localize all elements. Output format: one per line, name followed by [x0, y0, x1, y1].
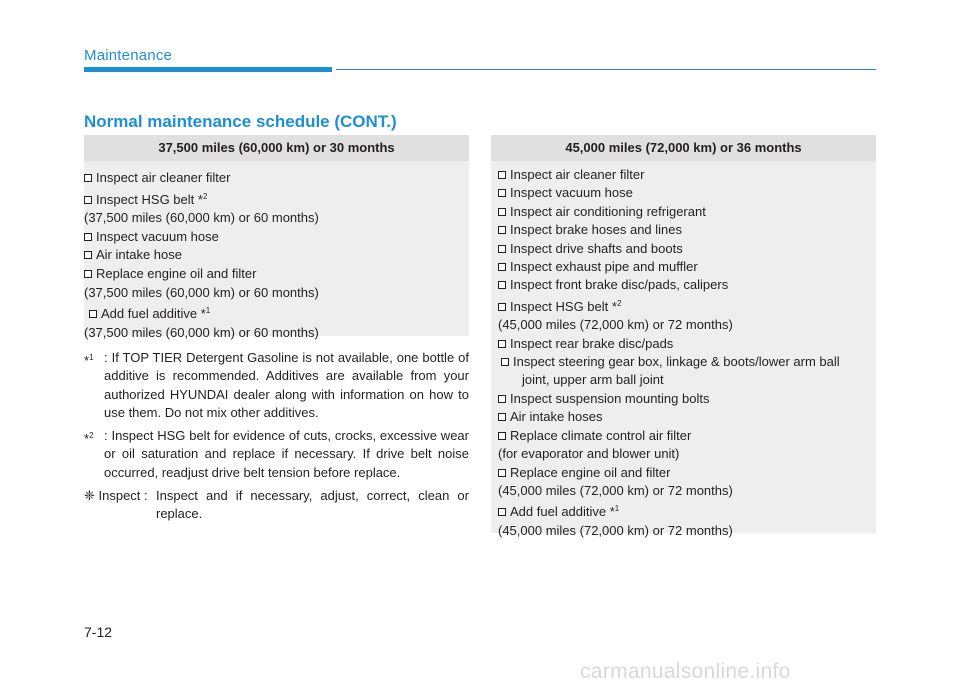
schedule-item [491, 464, 876, 482]
footnote-text: : If TOP TIER Detergent Gasoline is not available, one bottle of additive is recommended. Additives are available from your authorized HYUNDAI dealer along with information on how to use them. Do not mix other additives. [104, 350, 469, 420]
schedule-item-label: Add fuel additive * [101, 306, 206, 322]
checkbox-icon [498, 245, 506, 253]
checkbox-icon [498, 432, 506, 440]
section-label: Maintenance [84, 47, 173, 64]
schedule-item-label: Add fuel additive * [510, 504, 615, 520]
footnote-1 [84, 349, 469, 422]
footnote-ref: 2 [616, 298, 622, 308]
schedule-item [491, 427, 876, 445]
schedule-item [491, 353, 876, 371]
inspect-note [84, 487, 469, 524]
schedule-item-label: Inspect front brake disc/pads, calipers [510, 277, 729, 293]
schedule-item [84, 302, 469, 324]
schedule-item [84, 228, 469, 247]
schedule-item [491, 500, 876, 521]
schedule-item-label: Inspect HSG belt * [96, 191, 203, 207]
schedule-item-label: Inspect steering gear box, linkage & boots/lower arm ball [513, 354, 840, 370]
checkbox-icon [498, 395, 506, 403]
schedule-item-detail: (45,000 miles (72,000 km) or 72 months) [498, 522, 733, 538]
schedule-item [491, 258, 876, 276]
schedule-item-detail: (37,500 miles (60,000 km) or 60 months) [84, 284, 319, 300]
schedule-item-label: Air intake hoses [510, 409, 603, 425]
schedule-item-label: Inspect rear brake disc/pads [510, 335, 674, 351]
footnote-mark: *$^2$ [84, 431, 94, 447]
footnote-text: : Inspect HSG belt for evidence of cuts, crocks, excessive wear or oil saturation and replace if necessary. If drive belt noise occurred, readjust drive belt tension before replace. [104, 428, 469, 480]
checkbox-icon [498, 340, 506, 348]
schedule-item [491, 166, 876, 184]
schedule-item-label: Inspect drive shafts and boots [510, 240, 683, 256]
checkbox-icon [498, 469, 506, 477]
checkbox-icon [84, 196, 92, 204]
schedule-box-45000 [491, 135, 876, 538]
checkbox-icon [498, 303, 506, 311]
inspect-note-label: ❈ Inspect : [84, 488, 148, 504]
footnote-mark: *$^1$ [84, 353, 94, 368]
checkbox-icon [84, 174, 92, 182]
schedule-item-detail: (for evaporator and blower unit) [498, 446, 680, 462]
schedule-item-label: Inspect vacuum hose [510, 185, 633, 201]
footnote-ref: 1 [614, 504, 620, 514]
footnote-ref: 1 [205, 306, 211, 316]
schedule-heading: 37,500 miles (60,000 km) or 30 months [84, 135, 469, 161]
header-rule-thick [84, 67, 332, 72]
checkbox-icon [89, 310, 97, 318]
checkbox-icon [498, 413, 506, 421]
checkbox-icon [84, 251, 92, 259]
schedule-heading: 45,000 miles (72,000 km) or 36 months [491, 135, 876, 161]
checkbox-icon [84, 270, 92, 278]
checkbox-icon [498, 281, 506, 289]
header-rule-thin [336, 69, 876, 70]
page-number: 7-12 [84, 624, 113, 640]
schedule-item [84, 188, 469, 210]
schedule-item-detail: (37,500 miles (60,000 km) or 60 months) [84, 210, 319, 226]
checkbox-icon [498, 508, 506, 516]
schedule-list [84, 161, 469, 342]
schedule-item [84, 169, 469, 188]
schedule-item-label: Inspect air cleaner filter [510, 167, 645, 182]
schedule-item [491, 276, 876, 294]
schedule-item-label: Inspect suspension mounting bolts [510, 390, 710, 406]
schedule-item-label: Air intake hose [96, 247, 182, 263]
schedule-item-label: Replace climate control air filter [510, 427, 692, 443]
schedule-item-label: Replace engine oil and filter [510, 464, 671, 480]
schedule-item-label: Replace engine oil and filter [96, 265, 257, 281]
schedule-item-detail: (37,500 miles (60,000 km) or 60 months) [84, 324, 319, 340]
schedule-item [84, 246, 469, 265]
footnote-ref: 2 [202, 191, 208, 201]
checkbox-icon [84, 233, 92, 241]
schedule-item-label: Inspect vacuum hose [96, 228, 219, 244]
schedule-item [491, 184, 876, 202]
schedule-item-label: Inspect exhaust pipe and muffler [510, 259, 698, 275]
page-title: Normal maintenance schedule (CONT.) [84, 112, 397, 131]
schedule-item [491, 203, 876, 221]
footnote-2 [84, 427, 469, 482]
schedule-box-37500 [84, 135, 469, 340]
schedule-list [491, 161, 876, 540]
schedule-item [491, 240, 876, 258]
schedule-item [491, 221, 876, 239]
checkbox-icon [498, 171, 506, 179]
checkbox-icon [501, 358, 509, 366]
schedule-item [491, 408, 876, 426]
inspect-note-text: Inspect and if necessary, adjust, correct, clean or replace. [156, 488, 469, 522]
schedule-item-detail: joint, upper arm ball joint [522, 372, 664, 388]
schedule-item [491, 390, 876, 408]
schedule-item-label: Inspect air cleaner filter [96, 170, 231, 185]
schedule-item-detail: (45,000 miles (72,000 km) or 72 months) [498, 317, 733, 333]
schedule-item-label: Inspect brake hoses and lines [510, 222, 682, 238]
schedule-item-label: Inspect HSG belt * [510, 298, 617, 314]
schedule-item [491, 295, 876, 316]
footnotes [84, 349, 469, 524]
schedule-item [491, 335, 876, 353]
schedule-item [84, 265, 469, 284]
checkbox-icon [498, 189, 506, 197]
schedule-item-detail: (45,000 miles (72,000 km) or 72 months) [498, 482, 733, 498]
checkbox-icon [498, 263, 506, 271]
checkbox-icon [498, 208, 506, 216]
watermark: carmanualsonline.info [580, 660, 791, 683]
checkbox-icon [498, 226, 506, 234]
schedule-item-label: Inspect air conditioning refrigerant [510, 203, 706, 219]
